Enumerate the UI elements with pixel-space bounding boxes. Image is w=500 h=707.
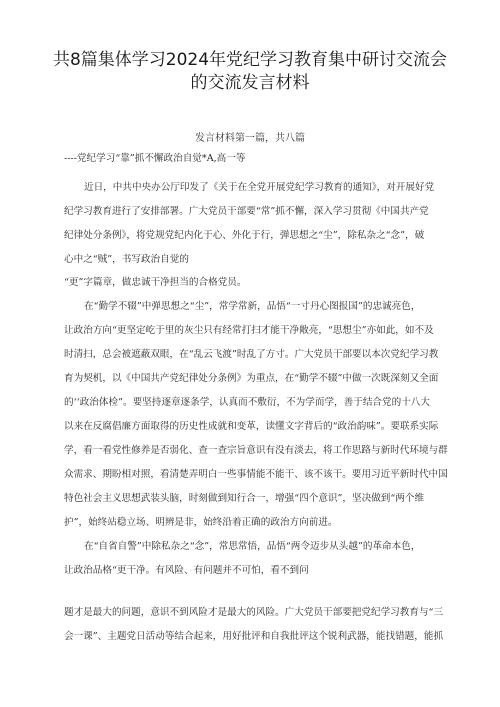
paragraph-line: 纪律处分条例》，将党规党纪内化于心、外化于行，弹思想之“尘”，除私杂之“念”，破 bbox=[64, 230, 425, 241]
byline: ----党纪学习“靠”抓不懈政治自觉*A,高一等 bbox=[64, 153, 246, 164]
paragraph-line: 时清扫，总会被遮蔽双眼，在“乱云飞渡”时乱了方寸。广大党员干部要以本次党纪学习教 bbox=[64, 349, 439, 360]
paragraph-line: 心中之“贼”，书写政治自觉的 bbox=[64, 254, 189, 265]
paragraph-line: 题才是最大的问题，意识不到风险才是最大的风险。广大党员干部要把党纪学习教育与“三 bbox=[64, 607, 444, 618]
paragraph-line: 纪学习教育进行了安排部署。广大党员干部要“常”抓不懈，深入学习贯彻《中国共产党 bbox=[64, 206, 429, 217]
paragraph-line: 以来在反腐倡廉方面取得的历史性成就和变革，读懂文字背后的“政治韵味”。要联系实际 bbox=[64, 421, 439, 432]
paragraph-line: 众需求、期盼相对照，看清楚弄明白一些事情能不能干、该不该干。要用习近平新时代中国 bbox=[64, 469, 448, 480]
paragraph-line: 会一课”、主题党日活动等结合起来，用好批评和自我批评这个锐利武器，能找错题，能抓 bbox=[64, 631, 444, 642]
paragraph-line: 特色社会主义思想武装头脑，时刻做到知行合一，增强“四个意识”，坚决做到“两个维 bbox=[64, 493, 425, 504]
paragraph-line: 近日，中共中央办公厅印发了《关于在全党开展党纪学习教育的通知》，对开展好党 bbox=[84, 182, 435, 193]
paragraph-line: 护”，始终站稳立场、明辨是非，始终沿着正确的政治方向前进。 bbox=[64, 517, 338, 528]
paragraph-line: 在“自省自警”中除私杂之“念”，常思常悟，品悟“两令迈步从头越”的革命本色， bbox=[84, 541, 421, 552]
paragraph-line: 让政治方向“更坚定屹于里的灰尘只有经常打扫才能干净敞亮，“思想尘”亦如此，如不及 bbox=[64, 325, 434, 336]
paragraph-line: 育为契机，以《中国共产党纪律处分条例》为重点，在“勤学不辍”中做一次既深刻又全面 bbox=[64, 373, 439, 384]
paragraph-line: 让政治品格“更干净。有风险、有问题并不可怕，看不到问 bbox=[64, 565, 309, 576]
paragraph-line: 在“勤学不辍”中弹思想之“尘”，常学常新，品悟“一寸丹心图报国”的忠诚亮色， bbox=[84, 301, 421, 312]
document-title-line-1: 共8篇集体学习2024年党纪学习教育集中研讨交流会 bbox=[52, 50, 448, 70]
paragraph-line: 学，看一看党性修养是否弱化、查一查宗旨意识有没有淡去，将工作思路与新时代环境与群 bbox=[64, 445, 448, 456]
paragraph-line: “更”字篇章，做忠诚干净担当的合格党员。 bbox=[64, 277, 247, 288]
paragraph-line: 的‘‘政治体检”。要坚持逐章逐条学，认真而不敷衍，不为学而学，善于结合党的十八大 bbox=[64, 397, 430, 408]
document-title-line-2: 的交流发言材料 bbox=[190, 73, 310, 93]
document-subtitle: 发言材料第一篇，共八篇 bbox=[195, 133, 305, 144]
